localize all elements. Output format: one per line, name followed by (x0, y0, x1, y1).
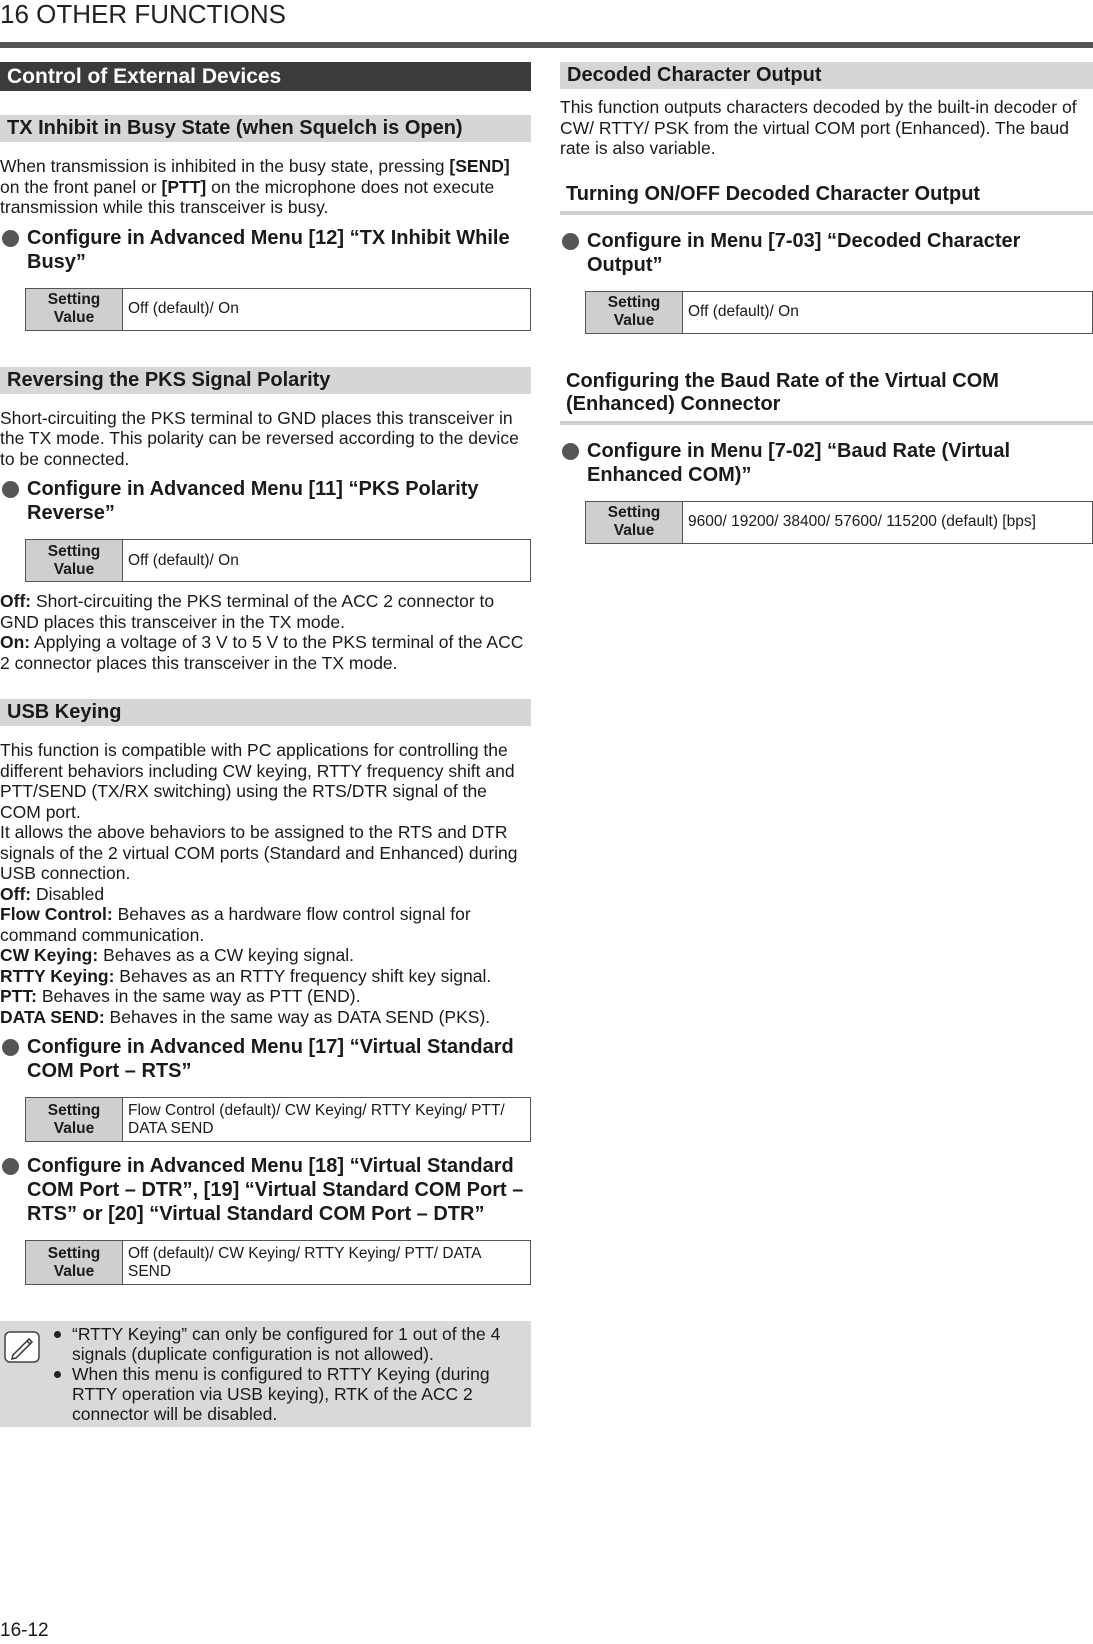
decoded-output-setting-table (585, 291, 1093, 334)
decoded-output-onoff-subheading: Turning ON/OFF Decoded Character Output (560, 183, 1093, 215)
pks-config (0, 477, 531, 525)
ptt-key-label: [PTT] (161, 176, 207, 197)
usb-config-17-label: Configure in Advanced Menu [17] “Virtual Standard COM Port – RTS” (27, 1036, 514, 1082)
pks-on-description: On: Applying a voltage of 3 V to 5 V to the PKS terminal of the ACC 2 connector places this transceiver in the TX mode. (0, 632, 524, 673)
usb-rts-setting-table (25, 1097, 531, 1142)
chapter-title: 16 OTHER FUNCTIONS (0, 0, 287, 29)
usb-keying-description: This function is compatible with PC applications for controlling the different behaviors including CW keying, RTTY frequency shift and PTT/SEND (TX/RX switching) using the RTS/DTR signal of the COM port. (0, 740, 515, 822)
decoded-output-heading: Decoded Character Output (560, 62, 1093, 89)
setting-value: Off (default)/ On (688, 303, 799, 320)
setting-value-header: Setting Value (586, 292, 683, 333)
setting-value: Off (default)/ On (128, 551, 239, 569)
tx-inhibit-heading: TX Inhibit in Busy State (when Squelch is Open) (0, 115, 531, 142)
usb-def-data-send: DATA SEND: Behaves in the same way as DATA SEND (PKS). (0, 1006, 491, 1027)
top-rule (0, 42, 1093, 48)
baud-rate-subheading: Configuring the Baud Rate of the Virtual COM (Enhanced) Connector (560, 370, 1093, 425)
tx-inhibit-config (0, 226, 531, 274)
usb-def-off: Off: Disabled (0, 883, 105, 904)
decoded-output-config (560, 229, 1093, 277)
usb-keying-heading: USB Keying (0, 699, 531, 726)
left-column (0, 62, 531, 1427)
bullet-icon (562, 443, 579, 460)
setting-value: Off (default)/ CW Keying/ RTTY Keying/ PTT/ DATA SEND (128, 1244, 481, 1280)
usb-keying-description-2: It allows the above behaviors to be assigned to the RTS and DTR signals of the 2 virtual COM ports (Standard and Enhanced) during USB connection. (0, 822, 518, 883)
page-number: 16-12 (0, 1620, 49, 1641)
pks-description: Short-circuiting the PKS terminal to GND places this transceiver in the TX mode. This polarity can be reversed according to the device to be connected. (0, 407, 519, 469)
bullet-icon (2, 481, 19, 498)
pks-heading: Reversing the PKS Signal Polarity (0, 367, 531, 394)
setting-value-header: Setting Value (26, 1241, 123, 1284)
usb-def-ptt: PTT: Behaves in the same way as PTT (END). (0, 986, 361, 1006)
usb-def-flow-control: Flow Control: Behaves as a hardware flow control signal for command communication. (0, 904, 471, 945)
baud-rate-config-label: Configure in Menu [7-02] “Baud Rate (Virtual Enhanced COM)” (587, 439, 1010, 486)
usb-def-rtty-keying: RTTY Keying: Behaves as an RTTY frequency shift key signal. (0, 965, 492, 986)
baud-rate-setting-table (585, 501, 1093, 544)
setting-value: Off (default)/ On (128, 300, 239, 317)
decoded-output-description: This function outputs characters decoded by the built-in decoder of CW/ RTTY/ PSK from the virtual COM port (Enhanced). The baud rate is also variable. (560, 97, 1077, 158)
note-item: “RTTY Keying” can only be configured for 1 out of the 4 signals (duplicate configuration is not allowed). (52, 1324, 530, 1364)
setting-value: Flow Control (default)/ CW Keying/ RTTY Keying/ PTT/ DATA SEND (128, 1101, 505, 1137)
right-column (560, 62, 1093, 544)
note-item: When this menu is configured to RTTY Keying (during RTTY operation via USB keying), RTK of the ACC 2 connector will be disabled. (52, 1364, 530, 1424)
tx-inhibit-setting-table (25, 288, 531, 331)
usb-config-18-20-label: Configure in Advanced Menu [18] “Virtual Standard COM Port – DTR”, [19] “Virtual Standard COM Port – RTS” or [20] “Virtual Standard COM Port – DTR” (27, 1155, 524, 1225)
baud-rate-config (560, 439, 1093, 487)
pks-setting-table (25, 539, 531, 582)
tx-inhibit-config-label: Configure in Advanced Menu [12] “TX Inhibit While Busy” (27, 226, 510, 273)
setting-value-header: Setting Value (26, 540, 123, 581)
usb-config-18-20 (0, 1154, 531, 1226)
pks-config-label: Configure in Advanced Menu [11] “PKS Polarity Reverse” (27, 478, 479, 524)
setting-value-header: Setting Value (26, 1098, 123, 1141)
setting-value: 9600/ 19200/ 38400/ 57600/ 115200 (default) [bps] (688, 513, 1036, 530)
bullet-icon (2, 1039, 19, 1056)
usb-def-cw-keying: CW Keying: Behaves as a CW keying signal. (0, 945, 355, 965)
usb-dtr-setting-table (25, 1240, 531, 1285)
main-section-heading: Control of External Devices (0, 62, 531, 91)
setting-value-header: Setting Value (586, 502, 683, 543)
decoded-output-config-label: Configure in Menu [7-03] “Decoded Character Output” (587, 229, 1021, 276)
pencil-note-icon (4, 1331, 40, 1363)
bullet-icon (2, 1158, 19, 1175)
note-box (0, 1321, 531, 1427)
tx-inhibit-description: When transmission is inhibited in the busy state, pressing [SEND] on the front panel or [PTT] on the microphone does not execute transmission while this transceiver is busy. (0, 156, 510, 217)
send-key-label: [SEND] (449, 156, 510, 176)
setting-value-header: Setting Value (26, 289, 123, 330)
usb-config-17 (0, 1035, 531, 1083)
bullet-icon (2, 230, 19, 247)
bullet-icon (562, 233, 579, 250)
pks-off-description: Off: Short-circuiting the PKS terminal of the ACC 2 connector to GND places this transceiver in the TX mode. (0, 591, 495, 632)
